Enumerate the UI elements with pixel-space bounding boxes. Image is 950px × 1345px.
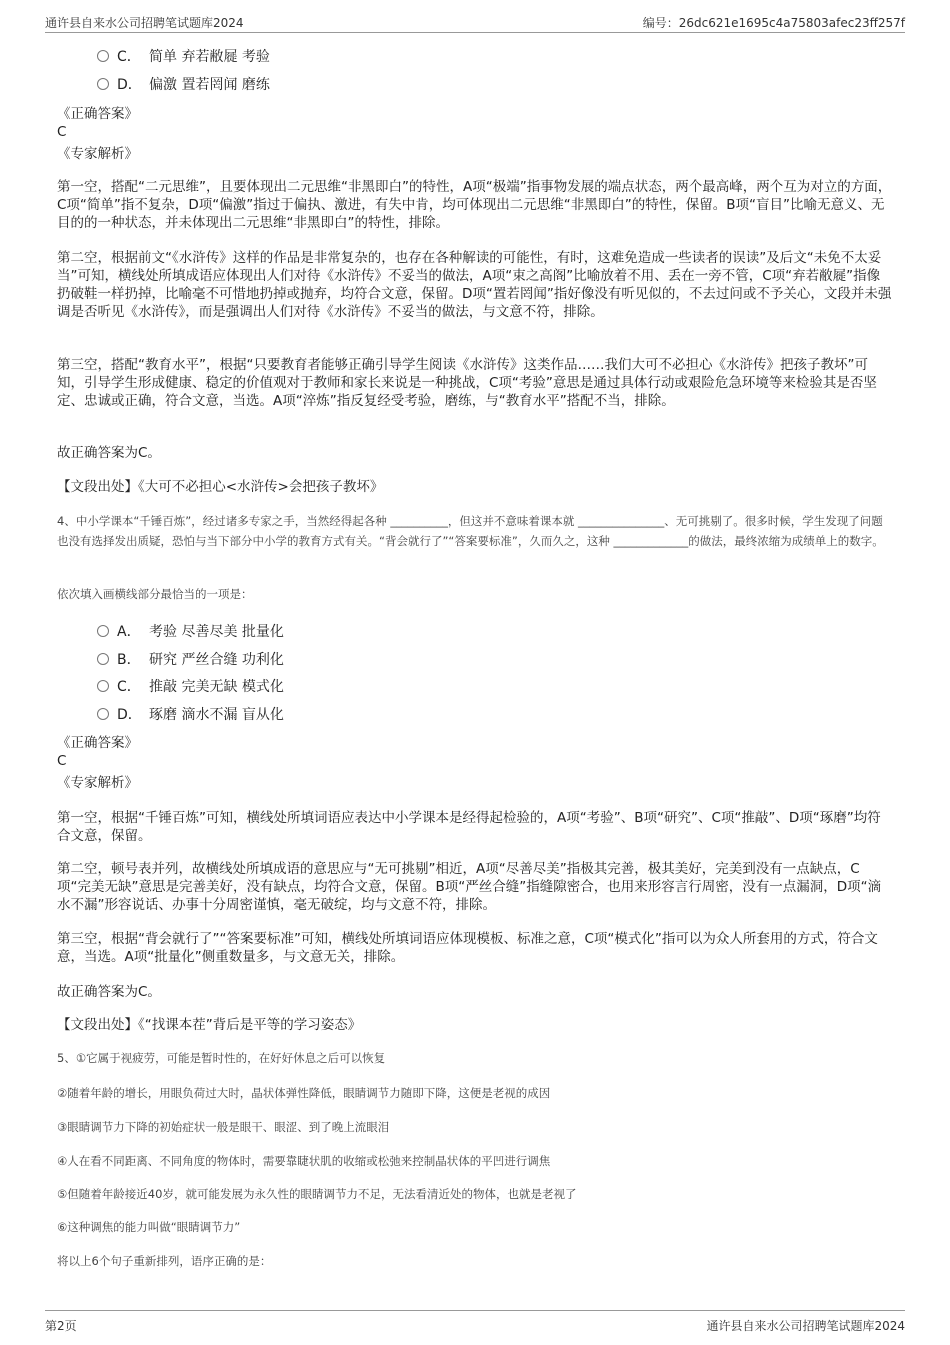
q4-option-c[interactable]: C． 推敲 完美无缺 模式化 bbox=[97, 676, 284, 696]
q3-analysis-para-2: 第二空，根据前文“《水浒传》这样的作品是非常复杂的，也存在各种解读的可能性，有时，这难免造成一些读者的误读”及后文“未免不太妥当”可知，横线处所填成语应体现出人们对待《水浒传》不妥当的做法，A项“束之高阁”比喻放着不用、丢在一旁不管，C项“弃若敝屣”指像扔破鞋一样扔掉，比喻毫不可惜地扔掉或抛弃，均符合文意，保留。D项“置若罔闻”指好像没有听见似的，不去过问或不予关心，文段并未强调是否听见《水浒传》，而是强调出人们对待《水浒传》不妥当的做法，与文意不符，排除。 bbox=[57, 250, 892, 320]
radio-icon[interactable] bbox=[97, 680, 109, 692]
header-title: 通许县自来水公司招聘笔试题库2024 bbox=[45, 16, 244, 30]
q4-analysis-para-2: 第二空，顿号表并列，故横线处所填成语的意思应与“无可挑剔”相近，A项“尽善尽美”指极其完善，极其美好，完美到没有一点缺点，C项“完美无缺”意思是完善美好，没有缺点，均符合文意，保留。B项“严丝合缝”指缝隙密合，也用来形容言行周密，没有一点漏洞，D项“滴水不漏”形容说话、办事十分周密谨慎，毫无破绽，均与文意不符，排除。 bbox=[57, 861, 882, 913]
blank-1: __________ bbox=[390, 514, 448, 528]
q5-sentence-1: 5、①它属于视疲劳，可能是暂时性的，在好好休息之后可以恢复 bbox=[57, 1051, 386, 1065]
q5-sentence-6: ⑥这种调焦的能力叫做“眼睛调节力” bbox=[57, 1220, 241, 1234]
blank-2: _______________ bbox=[578, 514, 665, 528]
blank-3: __________ bbox=[613, 534, 671, 548]
footer-title: 通许县自来水公司招聘笔试题库2024 bbox=[706, 1319, 905, 1333]
q3-analysis-label: 《专家解析》 bbox=[57, 146, 138, 162]
q4-analysis-label: 《专家解析》 bbox=[57, 775, 138, 791]
q5-sentence-4: ④人在看不同距离、不同角度的物体时，需要靠睫状肌的收缩或松弛来控制晶状体的平凹进行调焦 bbox=[57, 1154, 551, 1168]
q4-source: 【文段出处】《“找课本茬”背后是平等的学习姿态》 bbox=[57, 1017, 362, 1033]
q5-sentence-5: ⑤但随着年龄接近40岁，就可能发展为永久性的眼睛调节力不足，无法看清近处的物体，也就是老视了 bbox=[57, 1187, 577, 1201]
radio-icon[interactable] bbox=[97, 653, 109, 665]
q3-option-d[interactable]: D． 偏激 置若罔闻 磨练 bbox=[97, 74, 270, 94]
q4-option-a[interactable]: A． 考验 尽善尽美 批量化 bbox=[97, 621, 284, 641]
q4-conclusion: 故正确答案为C。 bbox=[57, 984, 161, 1000]
radio-icon[interactable] bbox=[97, 625, 109, 637]
page-footer bbox=[45, 1310, 905, 1337]
page-header bbox=[45, 10, 905, 33]
q4-stem: 4、中小学课本“千锤百炼”，经过诸多专家之手，当然经得起各种 __________，但这并不意味着课本就 _______________、无可挑剔了。很多时候，学生发现了问题也没有选择发出质疑，恐怕与当下部分中小学的教育方式有关。“背会就行了”“答案要标准”，久而久之，这种 _____________的做法，最终浓缩为成绩单上的数字。 bbox=[57, 514, 884, 548]
q4-option-d[interactable]: D． 琢磨 滴水不漏 盲从化 bbox=[97, 704, 284, 724]
q3-analysis-para-3: 第三空，搭配“教育水平”，根据“只要教育者能够正确引导学生阅读《水浒传》这类作品……我们大可不必担心《水浒传》把孩子教坏”可知，引导学生形成健康、稳定的价值观对于教师和家长来说是一种挑战，C项“考验”意思是通过具体行动或艰险危急环境等来检验其是否坚定、忠诚或正确，符合文意，当选。A项“淬炼”指反复经受考验，磨练，与“教育水平”搭配不当，排除。 bbox=[57, 357, 877, 409]
header-code: 编号：26dc621e1695c4a75803afec23ff257f bbox=[642, 16, 905, 30]
q3-conclusion: 故正确答案为C。 bbox=[57, 445, 161, 461]
radio-icon[interactable] bbox=[97, 708, 109, 720]
q4-answer-label: 《正确答案》 bbox=[57, 735, 138, 751]
q3-analysis-para-1: 第一空，搭配“二元思维”，且要体现出二元思维“非黑即白”的特性，A项“极端”指事物发展的端点状态，两个最高峰，两个互为对立的方面，C项“简单”指不复杂，D项“偏激”指过于偏执、激进，有失中肯，均可体现出二元思维“非黑即白”的特性，保留。B项“盲目”比喻无意义、无目的的一种状态，并未体现出二元思维“非黑即白”的特性，排除。 bbox=[57, 179, 892, 231]
q4-answer: C bbox=[57, 753, 67, 769]
q3-option-c[interactable]: C． 简单 弃若敝屣 考验 bbox=[97, 46, 270, 66]
q4-analysis-para-1: 第一空，根据“千锤百炼”可知，横线处所填词语应表达中小学课本是经得起检验的，A项“考验”、B项“研究”、C项“推敲”、D项“琢磨”均符合文意，保留。 bbox=[57, 810, 881, 844]
q4-analysis-para-3: 第三空，根据“背会就行了”“答案要标准”可知，横线处所填词语应体现模板、标准之意，C项“模式化”指可以为众人所套用的方式，符合文意，当选。A项“批量化”侧重数量多，与文意无关，排除。 bbox=[57, 931, 878, 965]
q3-answer: C bbox=[57, 124, 67, 140]
q3-answer-label: 《正确答案》 bbox=[57, 106, 138, 122]
q5-sentence-3: ③眼睛调节力下降的初始症状一般是眼干、眼涩、到了晚上流眼泪 bbox=[57, 1120, 390, 1134]
q5-prompt: 将以上6个句子重新排列，语序正确的是： bbox=[57, 1254, 272, 1268]
radio-icon[interactable] bbox=[97, 78, 109, 90]
blank-3-cont: ___ bbox=[670, 534, 689, 548]
q3-source: 【文段出处】《大可不必担心<水浒传>会把孩子教坏》 bbox=[57, 479, 384, 495]
page-number: 第2页 bbox=[45, 1319, 77, 1333]
q5-sentence-2: ②随着年龄的增长，用眼负荷过大时，晶状体弹性降低，眼睛调节力随即下降，这便是老视的成因 bbox=[57, 1086, 551, 1100]
q4-option-b[interactable]: B． 研究 严丝合缝 功利化 bbox=[97, 649, 284, 669]
q4-prompt: 依次填入画横线部分最恰当的一项是： bbox=[57, 587, 253, 601]
radio-icon[interactable] bbox=[97, 50, 109, 62]
